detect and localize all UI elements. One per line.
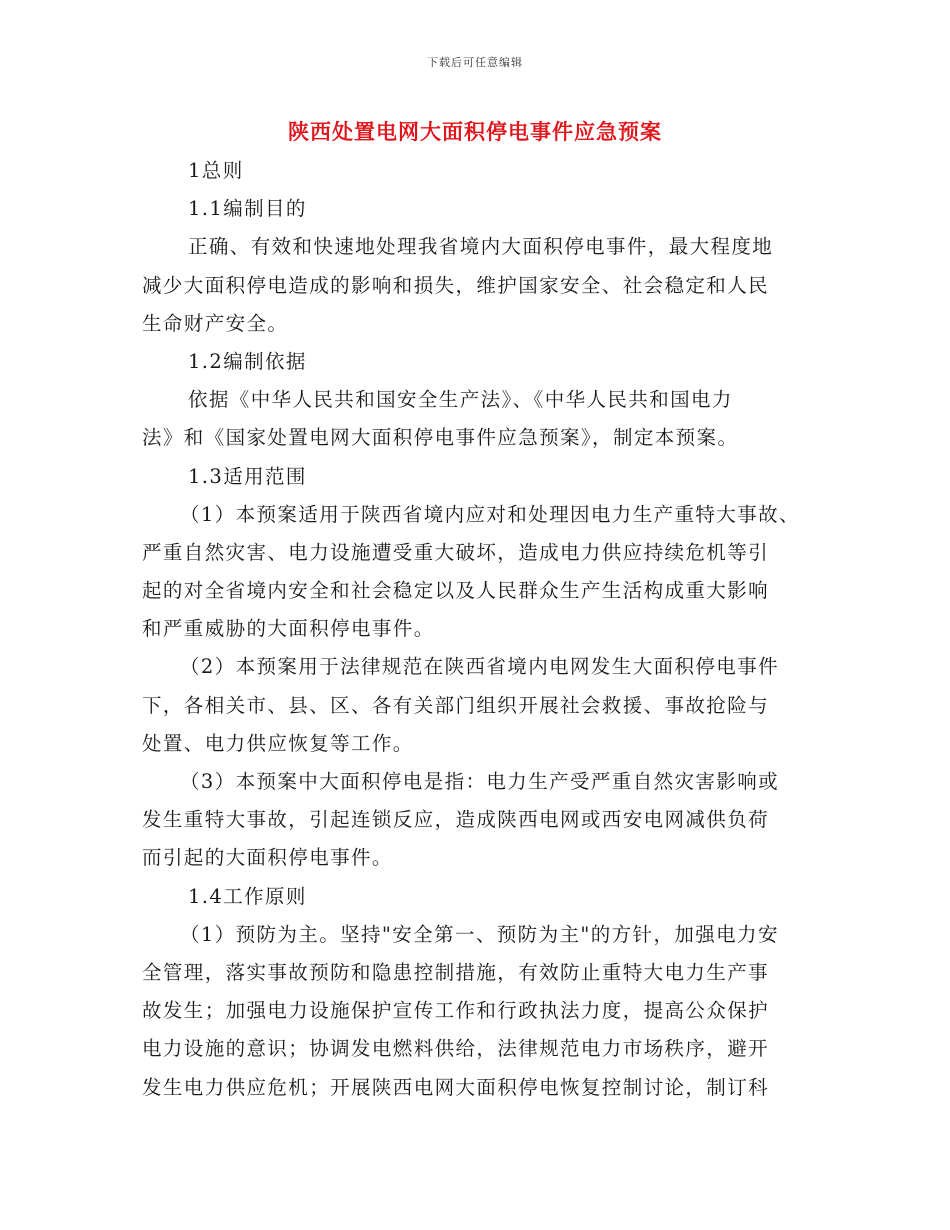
subsection-heading-principles: 1.4工作原则 — [188, 884, 307, 908]
subsection-heading-purpose: 1.1编制目的 — [188, 197, 307, 221]
paragraph-line: 处置、电力供应恢复等工作。 — [142, 731, 414, 755]
paragraph-line: 和严重威胁的大面积停电事件。 — [142, 617, 435, 641]
paragraph-line: 生命财产安全。 — [142, 311, 289, 335]
paragraph-line: 减少大面积停电造成的影响和损失，维护国家安全、社会稳定和人民 — [142, 273, 770, 297]
paragraph-line: 而引起的大面积停电事件。 — [142, 846, 393, 870]
paragraph-line: 发生电力供应危机；开展陕西电网大面积停电恢复控制讨论，制订科 — [142, 1075, 770, 1099]
page-header-note: 下载后可任意编辑 — [427, 56, 523, 69]
section-heading-general: 1总则 — [188, 159, 244, 182]
paragraph-line: （2）本预案用于法律规范在陕西省境内电网发生大面积停电事件 — [180, 655, 780, 679]
subsection-heading-scope: 1.3适用范围 — [188, 464, 307, 488]
paragraph-line: （3）本预案中大面积停电是指：电力生产受严重自然灾害影响或 — [180, 770, 780, 793]
paragraph-line: （1）本预案适用于陕西省境内应对和处理因电力生产重特大事故、 — [180, 502, 800, 526]
paragraph-line: 全管理，落实事故预防和隐患控制措施，有效防止重特大电力生产事 — [142, 960, 770, 984]
paragraph-line: 发生重特大事故，引起连锁反应，造成陕西电网或西安电网减供负荷 — [142, 808, 770, 832]
document-body — [142, 152, 842, 1107]
subsection-heading-basis: 1.2编制依据 — [188, 349, 307, 373]
paragraph-line: 起的对全省境内安全和社会稳定以及人民群众生产生活构成重大影响 — [142, 579, 770, 603]
paragraph-line: （1）预防为主。坚持"安全第一、预防为主"的方针，加强电力安 — [180, 922, 779, 946]
paragraph-line: 严重自然灾害、电力设施遭受重大破坏，造成电力供应持续危机等引 — [142, 540, 770, 564]
paragraph-line: 法》和《国家处置电网大面积停电事件应急预案》，制定本预案。 — [142, 426, 739, 450]
paragraph-line: 正确、有效和快速地处理我省境内大面积停电事件，最大程度地 — [188, 235, 774, 259]
paragraph-line: 下，各相关市、县、区、各有关部门组织开展社会救援、事故抢险与 — [142, 693, 770, 717]
paragraph-line: 依据《中华人民共和国安全生产法》、《中华人民共和国电力 — [188, 388, 733, 412]
paragraph-line: 故发生；加强电力设施保护宣传工作和行政执法力度，提高公众保护 — [142, 999, 770, 1023]
document-title: 陕西处置电网大面积停电事件应急预案 — [288, 119, 662, 144]
paragraph-line: 电力设施的意识；协调发电燃料供给，法律规范电力市场秩序，避开 — [142, 1037, 770, 1061]
